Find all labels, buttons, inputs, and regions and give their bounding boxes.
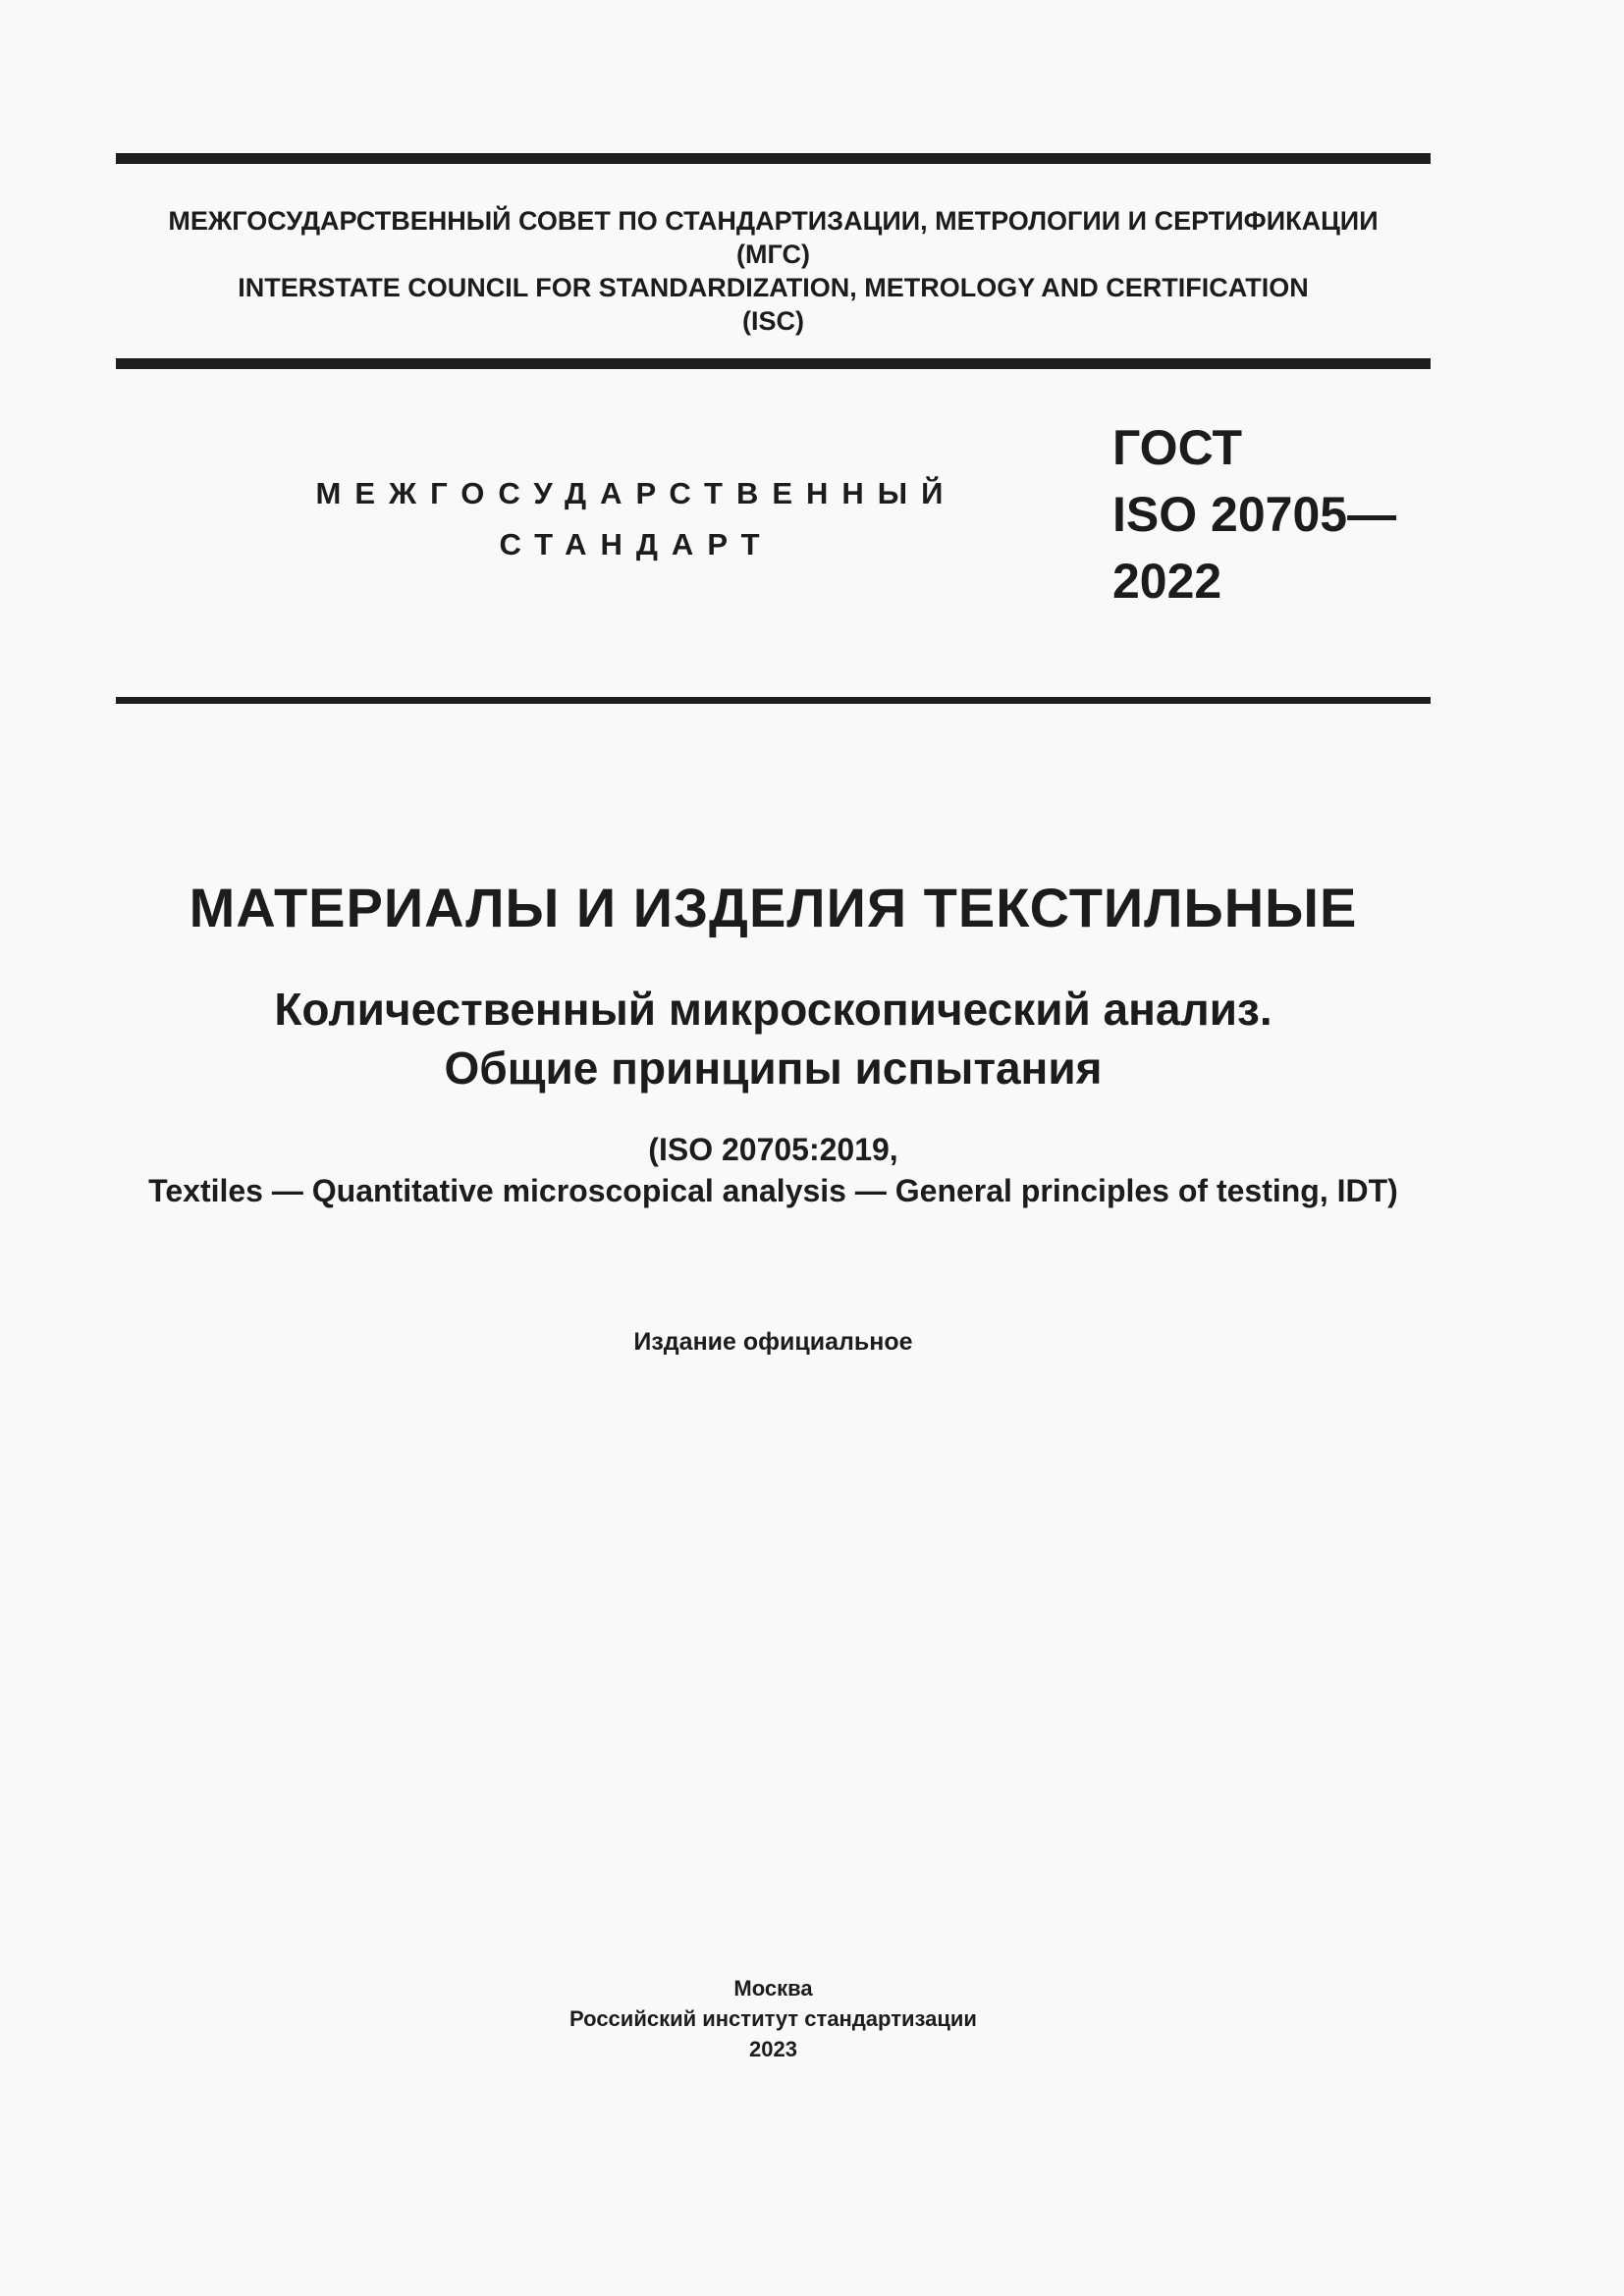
council-header (116, 204, 1431, 338)
designation-line1: ГОСТ (1112, 420, 1242, 475)
iso-reference (116, 1129, 1431, 1211)
subtitle-line1: Количественный микроскопический анализ. (274, 984, 1272, 1035)
council-abbr-en: (ISC) (742, 306, 804, 336)
designation-bottom-rule (116, 697, 1431, 704)
imprint (116, 1973, 1431, 2064)
imprint-publisher: Российский институт стандартизации (569, 2006, 977, 2031)
header-bottom-rule (116, 358, 1431, 369)
standard-designation (1112, 414, 1396, 614)
standard-type (293, 468, 980, 570)
edition-note: Издание официальное (633, 1328, 913, 1356)
iso-reference-line2: Textiles — Quantitative microscopical analysis — General principles of testing, IDT) (148, 1173, 1398, 1208)
designation-line3: 2022 (1112, 554, 1222, 609)
council-name-en: INTERSTATE COUNCIL FOR STANDARDIZATION, METROLOGY AND CERTIFICATION (238, 273, 1309, 302)
standard-type-line1: МЕЖГОСУДАРСТВЕННЫЙ (315, 476, 957, 510)
document-subtitle (116, 980, 1431, 1097)
council-abbr-ru: (МГС) (736, 240, 810, 269)
imprint-city: Москва (733, 1976, 813, 2001)
subtitle-line2: Общие принципы испытания (444, 1042, 1103, 1094)
council-name-ru: МЕЖГОСУДАРСТВЕННЫЙ СОВЕТ ПО СТАНДАРТИЗАЦИИ, МЕТРОЛОГИИ И СЕРТИФИКАЦИИ (168, 206, 1379, 236)
standard-type-line2: СТАНДАРТ (499, 527, 774, 561)
imprint-year: 2023 (749, 2037, 797, 2061)
document-title: МАТЕРИАЛЫ И ИЗДЕЛИЯ ТЕКСТИЛЬНЫЕ (189, 877, 1358, 938)
designation-line2: ISO 20705— (1112, 487, 1397, 542)
top-rule (116, 153, 1431, 164)
iso-reference-line1: (ISO 20705:2019, (648, 1132, 898, 1167)
